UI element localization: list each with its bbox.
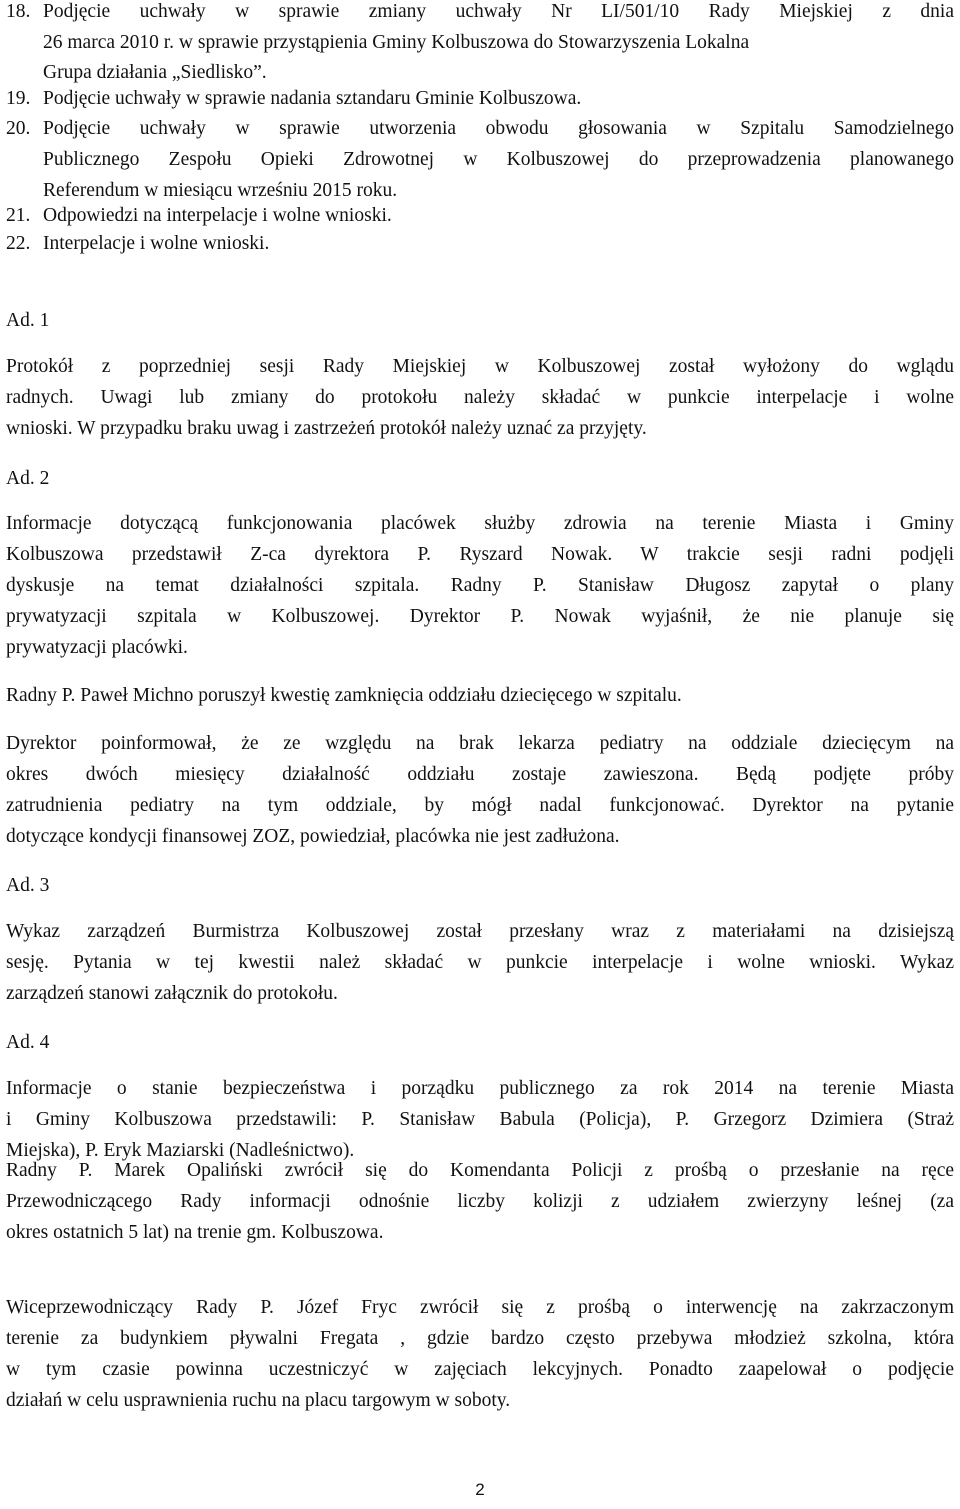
text-line: zatrudnienia pediatry na tym oddziale, by mógł nadal funkcjonować. Dyrektor na pytanie [6,795,954,816]
agenda-number: 22. [6,233,31,254]
text-line: dyskusje na temat działalności szpitala. Radny P. Stanisław Długosz zapytał o plany [6,575,954,596]
text-line: Protokół z poprzedniej sesji Rady Miejskiej w Kolbuszowej został wyłożony do wglądu [6,356,954,377]
text-line: Radny P. Paweł Michno poruszył kwestię zamknięcia oddziału dziecięcego w szpitalu. [6,685,682,706]
text-line: działań w celu usprawnienia ruchu na placu targowym w soboty. [6,1390,511,1411]
text-line: Wiceprzewodniczący Rady P. Józef Fryc zwrócił się z prośbą o interwencję na zakrzaczonym [6,1297,954,1318]
paragraph [6,1155,954,1248]
section-heading-ad4: Ad. 4 [6,1032,50,1053]
text-line: Miejska), P. Eryk Maziarski (Nadleśnictwo). [6,1140,355,1161]
section-heading-ad3: Ad. 3 [6,875,50,896]
text-line: sesję. Pytania w tej kwestii należ składać w punkcie interpelacje i wolne wnioski. Wykaz [6,952,954,973]
page-number: 2 [475,1480,485,1499]
text-line: dotyczące kondycji finansowej ZOZ, powiedział, placówka nie jest zadłużona. [6,826,620,847]
text-line: Przewodniczącego Rady informacji odnośnie liczby kolizji z udziałem zwierzyny leśnej (za [6,1191,954,1212]
agenda-text: Interpelacje i wolne wnioski. [43,233,270,254]
text-line: Informacje dotyczącą funkcjonowania placówek służby zdrowia na terenie Miasta i Gminy [6,513,954,534]
text-line: 26 marca 2010 r. w sprawie przystąpienia Gminy Kolbuszowa do Stowarzyszenia Lokalna [43,32,750,53]
text-line: wnioski. W przypadku braku uwag i zastrzeżeń protokół należy uznać za przyjęty. [6,418,647,439]
agenda-text [43,113,954,206]
text-line: prywatyzacji szpitala w Kolbuszowej. Dyrektor P. Nowak wyjaśnił, że nie planuje się [6,606,954,627]
agenda-text [43,0,954,27]
text-line: Informacje o stanie bezpieczeństwa i porządku publicznego za rok 2014 na terenie Miasta [6,1078,954,1099]
text-line: Wykaz zarządzeń Burmistrza Kolbuszowej został przesłany wraz z materiałami na dzisiejszą [6,921,954,942]
paragraph [6,916,954,1009]
text-line: Kolbuszowa przedstawił Z-ca dyrektora P. Ryszard Nowak. W trakcie sesji radni podjęli [6,544,954,565]
text-line: Podjęcie uchwały w sprawie zmiany uchwały Nr LI/501/10 Rady Miejskiej z dnia [43,1,954,22]
paragraph [6,351,954,444]
text-line: Dyrektor poinformował, że ze względu na brak lekarza pediatry na oddziale dziecięcym na [6,733,954,754]
text-line: i Gminy Kolbuszowa przedstawili: P. Stanisław Babula (Policja), P. Grzegorz Dzimiera (Straż [6,1109,954,1130]
section-heading-ad2: Ad. 2 [6,468,50,489]
text-line: prywatyzacji placówki. [6,637,188,658]
text-line: w tym czasie powinna uczestniczyć w zajęciach lekcyjnych. Ponadto zaapelował o podjęcie [6,1359,954,1380]
paragraph [6,1292,954,1416]
text-line: Radny P. Marek Opaliński zwrócił się do Komendanta Policji z prośbą o przesłanie na ręce [6,1160,954,1181]
agenda-number: 19. [6,88,31,109]
text-line: radnych. Uwagi lub zmiany do protokołu należy składać w punkcie interpelacje i wolne [6,387,954,408]
agenda-number: 21. [6,205,31,226]
text-line: okres ostatnich 5 lat) na trenie gm. Kolbuszowa. [6,1222,384,1243]
text-line: Grupa działania „Siedlisko”. [43,62,267,83]
agenda-number: 18. [6,1,31,22]
agenda-number: 20. [6,118,31,139]
paragraph [6,680,954,711]
text-line: Podjęcie uchwały w sprawie utworzenia obwodu głosowania w Szpitalu Samodzielnego [43,118,954,139]
agenda-text: Podjęcie uchwały w sprawie nadania sztandaru Gminie Kolbuszowa. [43,88,582,109]
text-line: Publicznego Zespołu Opieki Zdrowotnej w Kolbuszowej do przeprowadzenia planowanego [43,149,954,170]
text-line: Referendum w miesiącu wrześniu 2015 roku. [43,180,398,201]
text-line: terenie za budynkiem pływalni Fregata , gdzie bardzo często przebywa młodzież szkolna, która [6,1328,954,1349]
section-heading-ad1: Ad. 1 [6,310,50,331]
text-line: zarządzeń stanowi załącznik do protokołu. [6,983,338,1004]
paragraph [6,508,954,663]
text-line: okres dwóch miesięcy działalność oddziału zostaje zawieszona. Będą podjęte próby [6,764,954,785]
paragraph [6,1073,954,1166]
paragraph [6,728,954,852]
agenda-text: Odpowiedzi na interpelacje i wolne wnioski. [43,205,392,226]
